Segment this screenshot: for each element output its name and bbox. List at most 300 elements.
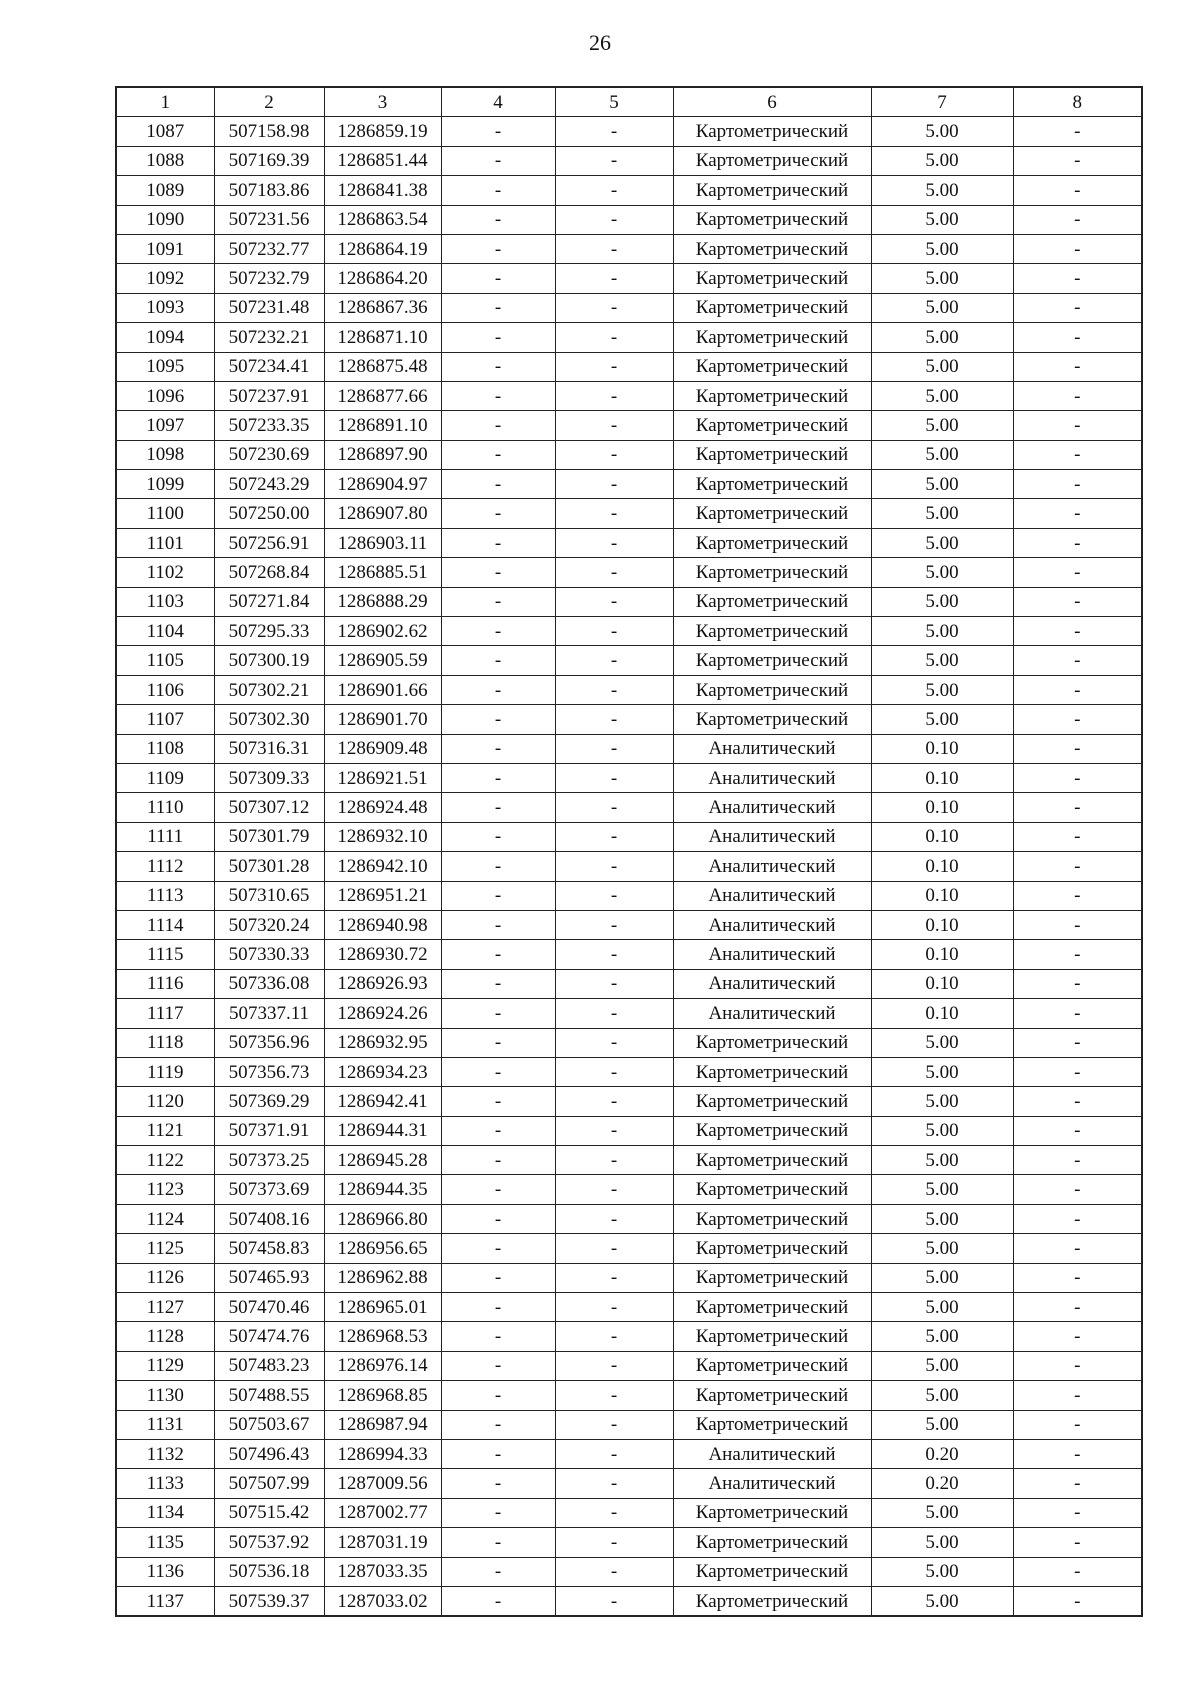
accuracy-cell: 5.00 [871,1586,1013,1616]
y-coordinate-cell: 1286901.66 [324,675,441,704]
column-header: 2 [214,87,324,117]
column-4-cell: - [441,499,555,528]
method-cell: Картометрический [673,1557,871,1586]
x-coordinate-cell: 507234.41 [214,352,324,381]
accuracy-cell: 0.10 [871,910,1013,939]
x-coordinate-cell: 507232.21 [214,323,324,352]
x-coordinate-cell: 507295.33 [214,617,324,646]
accuracy-cell: 5.00 [871,1116,1013,1145]
point-number-cell: 1097 [116,411,214,440]
accuracy-cell: 5.00 [871,1293,1013,1322]
column-4-cell: - [441,1175,555,1204]
column-4-cell: - [441,1146,555,1175]
point-number-cell: 1114 [116,910,214,939]
column-8-cell: - [1013,617,1142,646]
column-4-cell: - [441,1528,555,1557]
accuracy-cell: 5.00 [871,1410,1013,1439]
column-5-cell: - [555,1293,673,1322]
y-coordinate-cell: 1286897.90 [324,440,441,469]
method-cell: Картометрический [673,705,871,734]
accuracy-cell: 5.00 [871,646,1013,675]
x-coordinate-cell: 507330.33 [214,940,324,969]
x-coordinate-cell: 507373.25 [214,1146,324,1175]
accuracy-cell: 5.00 [871,558,1013,587]
method-cell: Картометрический [673,1175,871,1204]
column-header: 3 [324,87,441,117]
method-cell: Картометрический [673,1586,871,1616]
column-8-cell: - [1013,793,1142,822]
x-coordinate-cell: 507309.33 [214,763,324,792]
column-5-cell: - [555,1351,673,1380]
page-number: 26 [589,30,611,55]
point-number-cell: 1107 [116,705,214,734]
column-5-cell: - [555,705,673,734]
column-5-cell: - [555,1381,673,1410]
column-5-cell: - [555,940,673,969]
column-8-cell: - [1013,205,1142,234]
column-4-cell: - [441,117,555,146]
y-coordinate-cell: 1286987.94 [324,1410,441,1439]
table-row [116,1557,1142,1586]
point-number-cell: 1098 [116,440,214,469]
table-row [116,881,1142,910]
table-row [116,470,1142,499]
column-5-cell: - [555,587,673,616]
column-8-cell: - [1013,1439,1142,1468]
point-number-cell: 1128 [116,1322,214,1351]
column-8-cell: - [1013,146,1142,175]
column-4-cell: - [441,646,555,675]
column-4-cell: - [441,440,555,469]
table-body [116,117,1142,1616]
column-4-cell: - [441,176,555,205]
point-number-cell: 1106 [116,675,214,704]
method-cell: Картометрический [673,1410,871,1439]
column-8-cell: - [1013,705,1142,734]
column-8-cell: - [1013,646,1142,675]
x-coordinate-cell: 507268.84 [214,558,324,587]
column-8-cell: - [1013,910,1142,939]
y-coordinate-cell: 1286888.29 [324,587,441,616]
accuracy-cell: 5.00 [871,1498,1013,1527]
x-coordinate-cell: 507232.79 [214,264,324,293]
column-4-cell: - [441,940,555,969]
x-coordinate-cell: 507243.29 [214,470,324,499]
method-cell: Картометрический [673,352,871,381]
x-coordinate-cell: 507232.77 [214,234,324,263]
column-4-cell: - [441,999,555,1028]
column-4-cell: - [441,1234,555,1263]
x-coordinate-cell: 507371.91 [214,1116,324,1145]
x-coordinate-cell: 507465.93 [214,1263,324,1292]
column-5-cell: - [555,1439,673,1468]
method-cell: Аналитический [673,734,871,763]
point-number-cell: 1116 [116,969,214,998]
accuracy-cell: 0.10 [871,940,1013,969]
column-5-cell: - [555,1028,673,1057]
y-coordinate-cell: 1286851.44 [324,146,441,175]
column-5-cell: - [555,1234,673,1263]
accuracy-cell: 5.00 [871,176,1013,205]
column-5-cell: - [555,1146,673,1175]
column-5-cell: - [555,146,673,175]
method-cell: Аналитический [673,999,871,1028]
method-cell: Аналитический [673,940,871,969]
column-4-cell: - [441,1087,555,1116]
point-number-cell: 1092 [116,264,214,293]
y-coordinate-cell: 1286864.19 [324,234,441,263]
column-4-cell: - [441,1322,555,1351]
column-8-cell: - [1013,1175,1142,1204]
point-number-cell: 1124 [116,1204,214,1233]
point-number-cell: 1091 [116,234,214,263]
table-row [116,1087,1142,1116]
column-8-cell: - [1013,176,1142,205]
column-4-cell: - [441,1410,555,1439]
column-8-cell: - [1013,587,1142,616]
point-number-cell: 1111 [116,822,214,851]
table-row [116,1204,1142,1233]
column-8-cell: - [1013,1263,1142,1292]
column-4-cell: - [441,411,555,440]
column-4-cell: - [441,675,555,704]
x-coordinate-cell: 507271.84 [214,587,324,616]
point-number-cell: 1109 [116,763,214,792]
accuracy-cell: 5.00 [871,381,1013,410]
method-cell: Картометрический [673,381,871,410]
x-coordinate-cell: 507496.43 [214,1439,324,1468]
table-row [116,1263,1142,1292]
table-row [116,117,1142,146]
table-row [116,675,1142,704]
accuracy-cell: 5.00 [871,352,1013,381]
method-cell: Картометрический [673,117,871,146]
x-coordinate-cell: 507515.42 [214,1498,324,1527]
y-coordinate-cell: 1287009.56 [324,1469,441,1498]
y-coordinate-cell: 1286994.33 [324,1439,441,1468]
point-number-cell: 1121 [116,1116,214,1145]
table-row [116,558,1142,587]
accuracy-cell: 5.00 [871,264,1013,293]
y-coordinate-cell: 1286904.97 [324,470,441,499]
accuracy-cell: 5.00 [871,528,1013,557]
y-coordinate-cell: 1286945.28 [324,1146,441,1175]
point-number-cell: 1126 [116,1263,214,1292]
y-coordinate-cell: 1287031.19 [324,1528,441,1557]
point-number-cell: 1129 [116,1351,214,1380]
x-coordinate-cell: 507310.65 [214,881,324,910]
column-8-cell: - [1013,352,1142,381]
column-8-cell: - [1013,940,1142,969]
point-number-cell: 1108 [116,734,214,763]
accuracy-cell: 5.00 [871,440,1013,469]
method-cell: Картометрический [673,558,871,587]
table-row [116,234,1142,263]
column-header: 1 [116,87,214,117]
x-coordinate-cell: 507336.08 [214,969,324,998]
column-5-cell: - [555,411,673,440]
method-cell: Картометрический [673,234,871,263]
column-8-cell: - [1013,1146,1142,1175]
method-cell: Аналитический [673,1469,871,1498]
accuracy-cell: 5.00 [871,117,1013,146]
accuracy-cell: 5.00 [871,587,1013,616]
method-cell: Картометрический [673,1116,871,1145]
table-row [116,1028,1142,1057]
table-row [116,205,1142,234]
x-coordinate-cell: 507458.83 [214,1234,324,1263]
method-cell: Картометрический [673,1146,871,1175]
y-coordinate-cell: 1286885.51 [324,558,441,587]
column-5-cell: - [555,1410,673,1439]
method-cell: Картометрический [673,440,871,469]
column-5-cell: - [555,1557,673,1586]
column-4-cell: - [441,146,555,175]
y-coordinate-cell: 1286966.80 [324,1204,441,1233]
method-cell: Аналитический [673,969,871,998]
method-cell: Картометрический [673,528,871,557]
x-coordinate-cell: 507503.67 [214,1410,324,1439]
accuracy-cell: 0.10 [871,822,1013,851]
accuracy-cell: 5.00 [871,470,1013,499]
column-5-cell: - [555,969,673,998]
method-cell: Аналитический [673,793,871,822]
column-8-cell: - [1013,440,1142,469]
table-row [116,969,1142,998]
x-coordinate-cell: 507158.98 [214,117,324,146]
method-cell: Аналитический [673,763,871,792]
column-5-cell: - [555,323,673,352]
column-5-cell: - [555,1204,673,1233]
point-number-cell: 1133 [116,1469,214,1498]
point-number-cell: 1112 [116,852,214,881]
column-8-cell: - [1013,264,1142,293]
x-coordinate-cell: 507301.28 [214,852,324,881]
column-8-cell: - [1013,999,1142,1028]
column-5-cell: - [555,1498,673,1527]
table-row [116,381,1142,410]
y-coordinate-cell: 1286956.65 [324,1234,441,1263]
column-4-cell: - [441,1028,555,1057]
y-coordinate-cell: 1287033.02 [324,1586,441,1616]
column-5-cell: - [555,293,673,322]
y-coordinate-cell: 1286942.41 [324,1087,441,1116]
point-number-cell: 1093 [116,293,214,322]
y-coordinate-cell: 1286871.10 [324,323,441,352]
x-coordinate-cell: 507536.18 [214,1557,324,1586]
x-coordinate-cell: 507488.55 [214,1381,324,1410]
x-coordinate-cell: 507356.96 [214,1028,324,1057]
column-8-cell: - [1013,852,1142,881]
table-row [116,1351,1142,1380]
column-8-cell: - [1013,1351,1142,1380]
x-coordinate-cell: 507250.00 [214,499,324,528]
accuracy-cell: 0.10 [871,763,1013,792]
x-coordinate-cell: 507537.92 [214,1528,324,1557]
column-4-cell: - [441,1293,555,1322]
x-coordinate-cell: 507320.24 [214,910,324,939]
table-row [116,499,1142,528]
y-coordinate-cell: 1286924.48 [324,793,441,822]
column-4-cell: - [441,1586,555,1616]
table-row [116,1116,1142,1145]
column-4-cell: - [441,617,555,646]
column-4-cell: - [441,705,555,734]
column-5-cell: - [555,675,673,704]
accuracy-cell: 5.00 [871,1528,1013,1557]
accuracy-cell: 5.00 [871,617,1013,646]
accuracy-cell: 5.00 [871,1028,1013,1057]
column-5-cell: - [555,440,673,469]
x-coordinate-cell: 507369.29 [214,1087,324,1116]
column-5-cell: - [555,176,673,205]
column-5-cell: - [555,1322,673,1351]
point-number-cell: 1105 [116,646,214,675]
accuracy-cell: 0.10 [871,734,1013,763]
column-4-cell: - [441,323,555,352]
point-number-cell: 1113 [116,881,214,910]
point-number-cell: 1099 [116,470,214,499]
column-4-cell: - [441,793,555,822]
table-header-row [116,87,1142,117]
table-row [116,705,1142,734]
point-number-cell: 1132 [116,1439,214,1468]
y-coordinate-cell: 1286932.10 [324,822,441,851]
method-cell: Картометрический [673,587,871,616]
column-8-cell: - [1013,675,1142,704]
accuracy-cell: 5.00 [871,1057,1013,1086]
point-number-cell: 1101 [116,528,214,557]
x-coordinate-cell: 507302.21 [214,675,324,704]
method-cell: Картометрический [673,617,871,646]
x-coordinate-cell: 507507.99 [214,1469,324,1498]
accuracy-cell: 0.10 [871,881,1013,910]
column-5-cell: - [555,528,673,557]
accuracy-cell: 5.00 [871,205,1013,234]
table-row [116,264,1142,293]
column-8-cell: - [1013,1028,1142,1057]
accuracy-cell: 0.10 [871,852,1013,881]
point-number-cell: 1122 [116,1146,214,1175]
y-coordinate-cell: 1286864.20 [324,264,441,293]
column-header: 4 [441,87,555,117]
method-cell: Картометрический [673,1381,871,1410]
accuracy-cell: 0.20 [871,1469,1013,1498]
method-cell: Аналитический [673,881,871,910]
column-8-cell: - [1013,411,1142,440]
point-number-cell: 1088 [116,146,214,175]
method-cell: Картометрический [673,411,871,440]
column-8-cell: - [1013,323,1142,352]
y-coordinate-cell: 1286942.10 [324,852,441,881]
column-4-cell: - [441,969,555,998]
column-4-cell: - [441,734,555,763]
method-cell: Картометрический [673,1087,871,1116]
table-row [116,822,1142,851]
column-8-cell: - [1013,881,1142,910]
column-8-cell: - [1013,293,1142,322]
accuracy-cell: 0.10 [871,999,1013,1028]
coordinates-table [115,86,1143,1617]
x-coordinate-cell: 507256.91 [214,528,324,557]
point-number-cell: 1110 [116,793,214,822]
y-coordinate-cell: 1286940.98 [324,910,441,939]
x-coordinate-cell: 507233.35 [214,411,324,440]
method-cell: Картометрический [673,264,871,293]
column-4-cell: - [441,293,555,322]
accuracy-cell: 5.00 [871,499,1013,528]
table-row [116,1528,1142,1557]
column-header: 6 [673,87,871,117]
table-row [116,793,1142,822]
column-8-cell: - [1013,1204,1142,1233]
point-number-cell: 1119 [116,1057,214,1086]
column-8-cell: - [1013,1087,1142,1116]
method-cell: Аналитический [673,1439,871,1468]
column-header: 8 [1013,87,1142,117]
accuracy-cell: 5.00 [871,234,1013,263]
accuracy-cell: 0.10 [871,793,1013,822]
x-coordinate-cell: 507307.12 [214,793,324,822]
x-coordinate-cell: 507231.56 [214,205,324,234]
column-5-cell: - [555,793,673,822]
x-coordinate-cell: 507316.31 [214,734,324,763]
column-4-cell: - [441,205,555,234]
table-row [116,146,1142,175]
column-4-cell: - [441,1204,555,1233]
x-coordinate-cell: 507301.79 [214,822,324,851]
column-5-cell: - [555,910,673,939]
table-row [116,176,1142,205]
accuracy-cell: 5.00 [871,1204,1013,1233]
column-8-cell: - [1013,470,1142,499]
x-coordinate-cell: 507474.76 [214,1322,324,1351]
column-8-cell: - [1013,1469,1142,1498]
table-row [116,1469,1142,1498]
x-coordinate-cell: 507302.30 [214,705,324,734]
table-row [116,1586,1142,1616]
column-4-cell: - [441,1469,555,1498]
point-number-cell: 1095 [116,352,214,381]
column-4-cell: - [441,1439,555,1468]
column-4-cell: - [441,1116,555,1145]
accuracy-cell: 5.00 [871,1087,1013,1116]
column-4-cell: - [441,587,555,616]
point-number-cell: 1127 [116,1293,214,1322]
table-row [116,1410,1142,1439]
column-5-cell: - [555,999,673,1028]
method-cell: Картометрический [673,205,871,234]
column-4-cell: - [441,1498,555,1527]
accuracy-cell: 5.00 [871,1175,1013,1204]
point-number-cell: 1131 [116,1410,214,1439]
column-5-cell: - [555,881,673,910]
point-number-cell: 1100 [116,499,214,528]
column-4-cell: - [441,381,555,410]
column-4-cell: - [441,1351,555,1380]
method-cell: Картометрический [673,1293,871,1322]
column-4-cell: - [441,881,555,910]
column-5-cell: - [555,1586,673,1616]
column-header: 7 [871,87,1013,117]
method-cell: Аналитический [673,822,871,851]
y-coordinate-cell: 1286965.01 [324,1293,441,1322]
accuracy-cell: 5.00 [871,1351,1013,1380]
table-row [116,1439,1142,1468]
column-5-cell: - [555,264,673,293]
y-coordinate-cell: 1286902.62 [324,617,441,646]
table-row [116,1322,1142,1351]
